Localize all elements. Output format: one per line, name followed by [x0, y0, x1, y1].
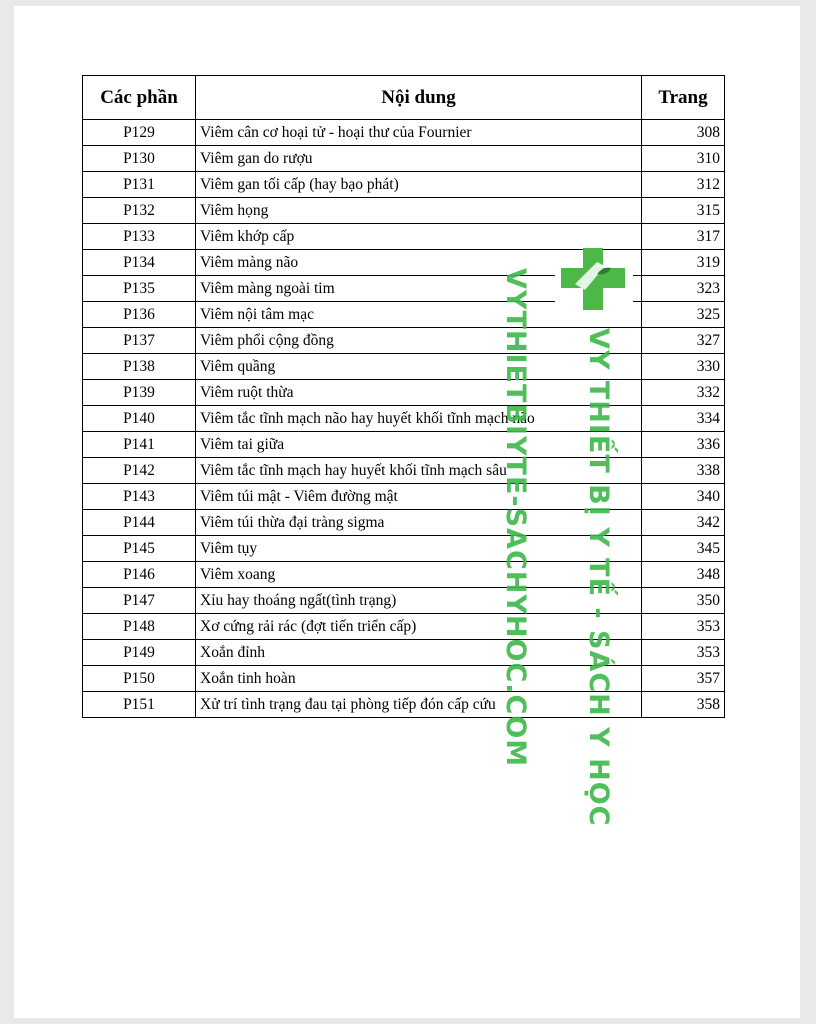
row-page: 353	[642, 640, 725, 666]
row-code: P145	[83, 536, 196, 562]
row-page: 330	[642, 354, 725, 380]
row-code: P135	[83, 276, 196, 302]
row-title: Viêm tai giữa	[196, 432, 642, 458]
row-page: 308	[642, 120, 725, 146]
row-title: Xử trí tình trạng đau tại phòng tiếp đón cấp cứu	[196, 692, 642, 718]
row-title: Viêm gan do rượu	[196, 146, 642, 172]
row-page: 315	[642, 198, 725, 224]
row-title: Viêm họng	[196, 198, 642, 224]
row-code: P139	[83, 380, 196, 406]
row-code: P147	[83, 588, 196, 614]
row-page: 327	[642, 328, 725, 354]
row-page: 332	[642, 380, 725, 406]
row-title: Viêm phổi cộng đồng	[196, 328, 642, 354]
row-title: Viêm khớp cấp	[196, 224, 642, 250]
row-code: P149	[83, 640, 196, 666]
row-code: P137	[83, 328, 196, 354]
row-code: P132	[83, 198, 196, 224]
row-title: Viêm túi mật - Viêm đường mật	[196, 484, 642, 510]
table-row	[83, 354, 725, 380]
row-code: P143	[83, 484, 196, 510]
row-code: P142	[83, 458, 196, 484]
row-code: P148	[83, 614, 196, 640]
row-page: 348	[642, 562, 725, 588]
table-row	[83, 120, 725, 146]
row-title: Viêm tắc tĩnh mạch hay huyết khối tĩnh mạch sâu	[196, 458, 642, 484]
table-row	[83, 198, 725, 224]
row-code: P138	[83, 354, 196, 380]
document-page	[14, 6, 800, 1018]
row-page: 340	[642, 484, 725, 510]
table-row	[83, 328, 725, 354]
table-row	[83, 484, 725, 510]
row-page: 323	[642, 276, 725, 302]
row-title: Viêm ruột thừa	[196, 380, 642, 406]
row-title: Xoắn đỉnh	[196, 640, 642, 666]
row-page: 338	[642, 458, 725, 484]
row-page: 310	[642, 146, 725, 172]
table-row	[83, 510, 725, 536]
table-row	[83, 146, 725, 172]
row-page: 342	[642, 510, 725, 536]
header-page: Trang	[642, 76, 725, 120]
row-code: P131	[83, 172, 196, 198]
row-page: 336	[642, 432, 725, 458]
table-row	[83, 614, 725, 640]
row-title: Viêm tắc tĩnh mạch não hay huyết khối tĩnh mạch não	[196, 406, 642, 432]
row-title: Xơ cứng rải rác (đợt tiến triển cấp)	[196, 614, 642, 640]
row-title: Viêm màng ngoài tim	[196, 276, 642, 302]
row-title: Viêm quầng	[196, 354, 642, 380]
table-row	[83, 640, 725, 666]
pharmacy-cross-logo	[555, 244, 633, 316]
table-row	[83, 172, 725, 198]
row-title: Xỉu hay thoáng ngất(tình trạng)	[196, 588, 642, 614]
table-row	[83, 432, 725, 458]
header-section: Các phần	[83, 76, 196, 120]
row-title: Viêm tụy	[196, 536, 642, 562]
row-page: 345	[642, 536, 725, 562]
row-code: P141	[83, 432, 196, 458]
table-of-contents	[82, 75, 725, 718]
table-row	[83, 380, 725, 406]
row-code: P144	[83, 510, 196, 536]
row-page: 358	[642, 692, 725, 718]
row-title: Viêm cân cơ hoại tử - hoại thư của Fournier	[196, 120, 642, 146]
row-title: Viêm gan tối cấp (hay bạo phát)	[196, 172, 642, 198]
row-page: 319	[642, 250, 725, 276]
row-code: P140	[83, 406, 196, 432]
table-body	[83, 120, 725, 718]
header-content: Nội dung	[196, 76, 642, 120]
row-code: P151	[83, 692, 196, 718]
table-row	[83, 406, 725, 432]
row-page: 317	[642, 224, 725, 250]
row-code: P129	[83, 120, 196, 146]
table-row	[83, 562, 725, 588]
table-row	[83, 666, 725, 692]
row-page: 357	[642, 666, 725, 692]
row-title: Viêm nội tâm mạc	[196, 302, 642, 328]
row-title: Viêm màng não	[196, 250, 642, 276]
row-title: Viêm xoang	[196, 562, 642, 588]
row-code: P150	[83, 666, 196, 692]
row-page: 334	[642, 406, 725, 432]
row-code: P130	[83, 146, 196, 172]
row-code: P146	[83, 562, 196, 588]
header-row	[83, 76, 725, 120]
row-page: 350	[642, 588, 725, 614]
row-page: 312	[642, 172, 725, 198]
watermark-text-2: VY THIẾT BỊ Y TẾ - SÁCH Y HỌC	[583, 328, 614, 827]
table-row	[83, 588, 725, 614]
row-code: P133	[83, 224, 196, 250]
row-title: Viêm túi thừa đại tràng sigma	[196, 510, 642, 536]
row-page: 353	[642, 614, 725, 640]
watermark-text-1: VYTHIETBIYTE-SACHYHOC.COM	[500, 268, 531, 768]
row-code: P134	[83, 250, 196, 276]
table-row	[83, 458, 725, 484]
table-row	[83, 692, 725, 718]
row-page: 325	[642, 302, 725, 328]
row-code: P136	[83, 302, 196, 328]
table-row	[83, 536, 725, 562]
row-title: Xoắn tinh hoàn	[196, 666, 642, 692]
